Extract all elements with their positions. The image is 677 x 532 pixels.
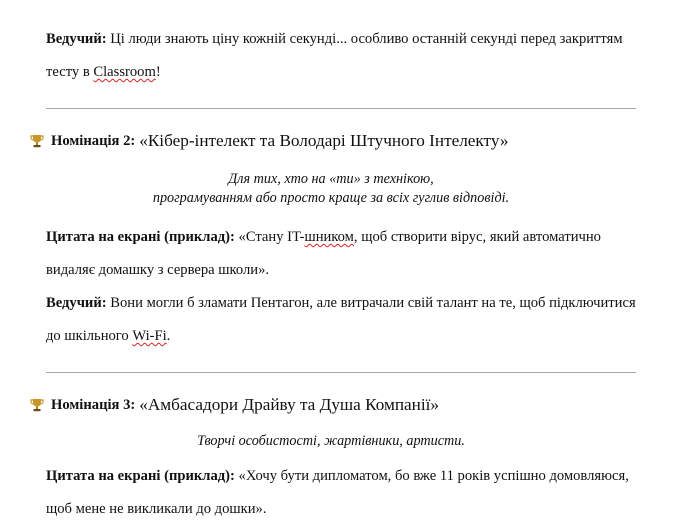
- nomination-2-quote-line-2: видаляє домашку з сервера школи».: [46, 262, 270, 278]
- section-divider: [46, 372, 636, 373]
- spellcheck-word[interactable]: шником: [304, 229, 354, 245]
- intro-host-line-1: [46, 31, 623, 48]
- nomination-3-heading: [30, 395, 439, 415]
- nomination-label: Номінація 2:: [51, 132, 136, 149]
- host-text: Вони могли б зламати Пентагон, але витрачали свій талант на те, щоб підключитися: [110, 295, 636, 311]
- trophy-icon: [30, 398, 44, 412]
- speaker-label: Ведучий:: [46, 295, 107, 311]
- intro-text-prefix: тесту в: [46, 64, 94, 80]
- nomination-2-quote-line-1: [46, 229, 601, 246]
- spellcheck-word[interactable]: Classroom: [93, 64, 156, 80]
- intro-text: Ці люди знають ціну кожній секунді... особливо останній секунді перед закриттям: [110, 31, 623, 47]
- host-text-suffix: .: [166, 328, 171, 344]
- nomination-3-quote-line-2: щоб мене не викликали до дошки».: [46, 501, 267, 517]
- quote-text-prefix: «Стану IT-: [238, 229, 305, 245]
- quote-text-suffix: , щоб створити вірус, який автоматично: [353, 229, 601, 245]
- quote-label: Цитата на екрані (приклад):: [46, 468, 235, 484]
- intro-text-suffix: !: [155, 64, 161, 80]
- trophy-icon: [30, 134, 44, 148]
- nomination-3-subtitle: Творчі особистості, жартівники, артисти.: [197, 433, 465, 449]
- spellcheck-word[interactable]: Wi-Fi: [132, 328, 167, 344]
- nomination-2-host-line-1: [46, 295, 636, 312]
- nomination-2-heading: [30, 131, 508, 151]
- speaker-label: Ведучий:: [46, 31, 107, 47]
- nomination-label: Номінація 3:: [51, 396, 136, 413]
- nomination-2-subtitle-2: програмуванням або просто краще за всіх гуглив відповіді.: [152, 190, 510, 206]
- nomination-title: «Кібер-інтелект та Володарі Штучного Інтелекту»: [139, 131, 509, 150]
- quote-text: «Хочу бути дипломатом, бо вже 11 років успішно домовляюся,: [238, 468, 629, 484]
- intro-host-line-2: [46, 64, 161, 81]
- section-divider: [46, 108, 636, 109]
- host-text-prefix: до шкільного: [46, 328, 133, 344]
- nomination-2-host-line-2: [46, 328, 170, 345]
- nomination-2-subtitle-1: Для тих, хто на «ти» з технікою,: [228, 171, 434, 187]
- nomination-title: «Амбасадори Драйву та Душа Компанії»: [139, 395, 440, 414]
- quote-label: Цитата на екрані (приклад):: [46, 229, 235, 245]
- nomination-3-quote-line-1: [46, 468, 629, 485]
